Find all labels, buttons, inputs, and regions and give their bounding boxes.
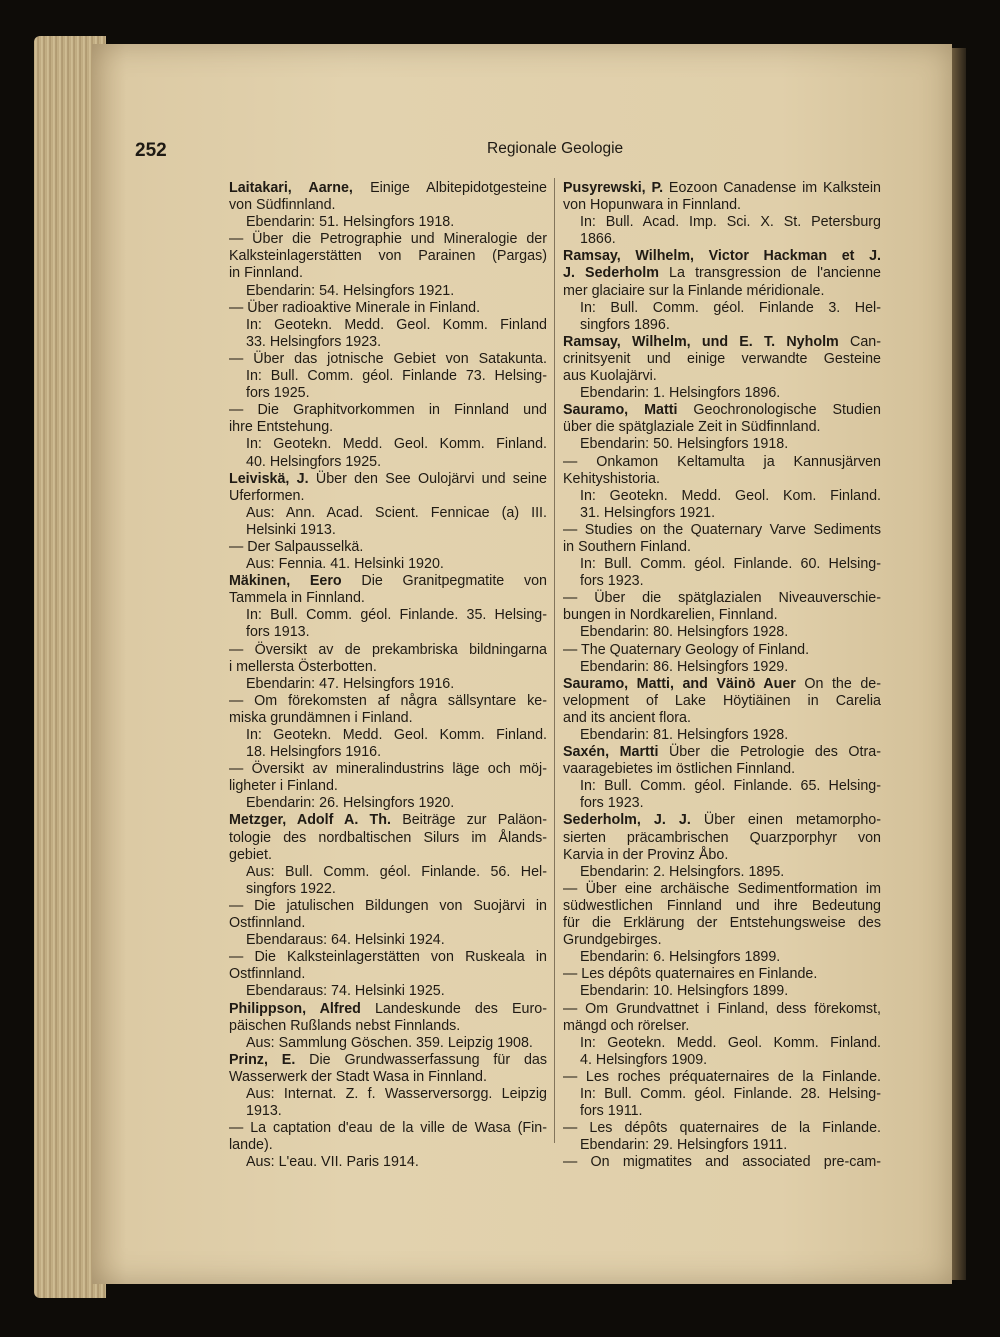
line-text: — Die Graphitvorkommen in Finnland und [229, 402, 547, 419]
author-name: Saxén, Martti [563, 744, 659, 761]
bibliography-line [563, 778, 881, 795]
bibliography-line [229, 1103, 547, 1120]
bibliography-line [563, 1035, 881, 1052]
line-text: miska grundämnen i Finland. [229, 709, 413, 726]
author-name: Ramsay, Wilhelm, und E. T. Nyholm [563, 333, 839, 350]
line-text: in Finnland. [229, 265, 303, 282]
bibliography-line [563, 231, 881, 248]
line-text: In: Bull. Acad. Imp. Sci. X. St. Petersburg [580, 214, 881, 231]
bibliography-line [563, 624, 881, 641]
bibliography-line [563, 351, 881, 368]
bibliography-line [563, 265, 881, 282]
bibliography-line [563, 419, 881, 436]
author-name: Metzger, Adolf A. Th. [229, 812, 391, 829]
line-text: Ebendarin: 80. Helsingfors 1928. [580, 624, 789, 641]
bibliography-line [229, 317, 547, 334]
line-text: Landeskunde des Euro- [360, 1000, 547, 1017]
bibliography-line [229, 1052, 547, 1069]
line-text: tologie des nordbaltischen Silurs im Ålands- [229, 829, 547, 846]
bibliography-line [229, 368, 547, 385]
bibliography-line [229, 351, 547, 368]
line-text: ligheter i Finland. [229, 778, 338, 795]
bibliography-line [563, 744, 881, 761]
bibliography-line [229, 436, 547, 453]
column-divider [554, 178, 555, 1143]
author-name: Ramsay, Wilhelm, Victor Hackman et J. [563, 248, 881, 265]
line-text: — Les roches préquaternaires de la Finlande. [563, 1068, 881, 1085]
line-text: 18. Helsingfors 1916. [246, 744, 382, 761]
line-text: vaaragebietes im östlichen Finnland. [563, 761, 796, 778]
bibliography-line [229, 334, 547, 351]
line-text: Ebendarin: 81. Helsingfors 1928. [580, 727, 789, 743]
line-text: On the de- [795, 675, 881, 692]
line-text: Can- [838, 333, 881, 350]
line-text: 40. Helsingfors 1925. [246, 453, 382, 470]
line-text: Beiträge zur Paläon- [391, 812, 547, 829]
line-text: Ebendarin: 10. Helsingfors 1899. [580, 983, 789, 1000]
line-text: päischen Rußlands nebst Finnlands. [229, 1017, 461, 1034]
bibliography-line [563, 898, 881, 915]
bibliography-line [229, 830, 547, 847]
line-text: — Studies on the Quaternary Varve Sediments [563, 521, 881, 538]
line-text: mängd och rörelser. [563, 1017, 690, 1034]
bibliography-line [229, 419, 547, 436]
line-text: — On migmatites and associated pre-cam- [563, 1154, 881, 1171]
line-text: velopment of Lake Höytiäinen in Carelia [563, 692, 881, 709]
line-text: — Über die spätglazialen Niveauverschie- [563, 590, 881, 607]
line-text: sierten präcambrischen Quarzporphyr von [563, 829, 881, 846]
line-text: — La captation d'eau de la ville de Wasa (Fin- [229, 1120, 547, 1137]
bibliography-line [563, 471, 881, 488]
bibliography-line [229, 300, 547, 317]
bibliography-line [563, 727, 881, 744]
bibliography-line [229, 659, 547, 676]
bibliography-line [563, 317, 881, 334]
bibliography-line [563, 334, 881, 351]
bibliography-line [229, 710, 547, 727]
line-text: In: Geotekn. Medd. Geol. Komm. Finland. [246, 436, 547, 453]
bibliography-line [563, 693, 881, 710]
line-text: Wasserwerk der Stadt Wasa in Finnland. [229, 1068, 487, 1085]
bibliography-line [229, 471, 547, 488]
line-text: — Der Salpausselkä. [229, 538, 364, 555]
author-name: Philippson, Alfred [229, 1000, 361, 1017]
bibliography-line [229, 214, 547, 231]
line-text: In: Geotekn. Medd. Geol. Komm. Finland. [246, 727, 547, 743]
line-text: i mellersta Österbotten. [229, 658, 377, 675]
line-text: Ebendarin: 26. Helsingfors 1920. [246, 795, 455, 812]
bibliography-line [229, 505, 547, 522]
line-text: 4. Helsingfors 1909. [580, 1051, 708, 1068]
bibliography-line [563, 932, 881, 949]
line-text: — Über eine archäische Sedimentformation im [563, 880, 881, 897]
bibliography-line [229, 949, 547, 966]
line-text: gebiet. [229, 846, 272, 863]
bibliography-line [563, 1120, 881, 1137]
bibliography-line [229, 231, 547, 248]
bibliography-line [229, 385, 547, 402]
bibliography-line [563, 402, 881, 419]
line-text: von Hopunwara in Finnland. [563, 197, 742, 214]
line-text: — Onkamon Keltamulta ja Kannusjärven [563, 453, 881, 470]
bibliography-line [563, 488, 881, 505]
bibliography-line [229, 795, 547, 812]
bibliography-line [563, 180, 881, 197]
bibliography-line [563, 1086, 881, 1103]
bibliography-line [229, 744, 547, 761]
line-text: Helsinki 1913. [246, 521, 336, 538]
line-text: Ebendaraus: 64. Helsinki 1924. [246, 932, 445, 949]
line-text: — Die jatulischen Bildungen von Suojärvi in [229, 897, 547, 914]
bibliography-line [229, 932, 547, 949]
line-text: Über den See Oulojärvi und seine [308, 470, 547, 487]
author-name: Laitakari, Aarne, [229, 180, 353, 196]
line-text: Ebendarin: 6. Helsingfors 1899. [580, 949, 781, 966]
bibliography-line [229, 454, 547, 471]
bibliography-line [229, 539, 547, 556]
line-text: über die spätglaziale Zeit in Südfinnland. [563, 419, 821, 436]
line-text: Aus: Fennia. 41. Helsinki 1920. [246, 556, 444, 573]
bibliography-line [229, 915, 547, 932]
line-text: Kalksteinlagerstätten von Parainen (Pargas) [229, 248, 547, 265]
line-text: — Översikt av mineralindustrins läge och möj- [229, 761, 547, 778]
bibliography-line [563, 454, 881, 471]
bibliography-line [229, 1069, 547, 1086]
line-text: fors 1923. [580, 795, 644, 812]
line-text: In: Geotekn. Medd. Geol. Kom. Finland. [580, 487, 881, 504]
author-name: Mäkinen, Eero [229, 573, 342, 590]
line-text: Ebendarin: 86. Helsingfors 1929. [580, 658, 789, 675]
line-text: Über einen metamorpho- [690, 812, 881, 829]
line-text: In: Bull. Comm. géol. Finlande. 35. Helsing- [246, 607, 547, 624]
bibliography-line [563, 966, 881, 983]
line-text: für die Erklärung der Entstehungsweise des [563, 915, 881, 932]
line-text: Ostfinnland. [229, 915, 306, 932]
bibliography-line [563, 368, 881, 385]
bibliography-line [563, 676, 881, 693]
line-text: Ebendarin: 54. Helsingfors 1921. [246, 282, 455, 299]
line-text: La transgression de l'ancienne [658, 265, 881, 282]
line-text: Die Grundwasserfassung für das [295, 1051, 548, 1068]
bibliography-line [563, 1069, 881, 1086]
bibliography-line [229, 642, 547, 659]
bibliography-line [229, 847, 547, 864]
author-name: J. Sederholm [563, 265, 659, 282]
bibliography-line [563, 436, 881, 453]
bibliography-line [229, 676, 547, 693]
line-text: In: Geotekn. Medd. Geol. Komm. Finland [246, 316, 547, 333]
bibliography-line [563, 300, 881, 317]
bibliography-line [229, 1086, 547, 1103]
line-text: In: Geotekn. Medd. Geol. Komm. Finland. [580, 1034, 881, 1051]
line-text: — The Quaternary Geology of Finland. [563, 641, 810, 658]
author-name: Leiviskä, J. [229, 470, 309, 487]
line-text: lande). [229, 1137, 273, 1154]
bibliography-line [563, 642, 881, 659]
bibliography-line [563, 283, 881, 300]
bibliography-line [563, 385, 881, 402]
bibliography-line [563, 1001, 881, 1018]
line-text: südwestlichen Finnland und ihre Bedeutung [563, 897, 881, 914]
bibliography-line [229, 265, 547, 282]
line-text: Aus: Bull. Comm. géol. Finlande. 56. Hel- [246, 863, 547, 880]
line-text: Ebendarin: 2. Helsingfors. 1895. [580, 863, 785, 880]
line-text: — Über das jotnische Gebiet von Satakunta. [229, 350, 547, 367]
line-text: In: Bull. Comm. géol. Finlande. 60. Helsing- [580, 556, 881, 573]
line-text: 1913. [246, 1103, 282, 1120]
bibliography-line [563, 659, 881, 676]
line-text: Die Granitpegmatite von [341, 573, 548, 590]
bibliography-line [563, 830, 881, 847]
line-text: von Südfinnland. [229, 197, 336, 214]
line-text: fors 1911. [580, 1103, 643, 1120]
line-text: fors 1913. [246, 624, 310, 641]
bibliography-line [563, 607, 881, 624]
line-text: bungen in Nordkarelien, Finnland. [563, 607, 778, 624]
bibliography-line [563, 1018, 881, 1035]
line-text: — Översikt av de prekambriska bildningarna [229, 641, 547, 658]
right-column [563, 180, 881, 1171]
line-text: fors 1925. [246, 385, 310, 402]
line-text: — Die Kalksteinlagerstätten von Ruskeala in [229, 949, 547, 966]
bibliography-line [563, 522, 881, 539]
bibliography-line [563, 847, 881, 864]
line-text: — Les dépôts quaternaires de la Finlande. [563, 1120, 881, 1137]
line-text: ihre Entstehung. [229, 419, 334, 436]
bibliography-line [563, 214, 881, 231]
line-text: — Über die Petrographie und Mineralogie der [229, 231, 547, 248]
line-text: Geochronologische Studien [677, 402, 881, 419]
line-text: Aus: Ann. Acad. Scient. Fennicae (a) III. [246, 504, 547, 521]
running-title: Regionale Geologie [487, 140, 624, 157]
bibliography-line [229, 1035, 547, 1052]
bibliography-line [229, 556, 547, 573]
bibliography-line [563, 881, 881, 898]
bibliography-line [229, 983, 547, 1000]
line-text: mer glaciaire sur la Finlande méridionale. [563, 282, 825, 299]
line-text: fors 1923. [580, 573, 644, 590]
line-text: 33. Helsingfors 1923. [246, 333, 382, 350]
bibliography-line [563, 248, 881, 265]
line-text: Ebendarin: 51. Helsingfors 1918. [246, 214, 455, 231]
bibliography-line [563, 1154, 881, 1171]
bibliography-line [229, 898, 547, 915]
bibliography-line [229, 607, 547, 624]
bibliography-line [563, 864, 881, 881]
line-text: Kehityshistoria. [563, 470, 660, 487]
bibliography-line [563, 556, 881, 573]
line-text: Ostfinnland. [229, 966, 306, 983]
line-text: Ebendarin: 29. Helsingfors 1911. [580, 1137, 788, 1154]
line-text: Aus: L'eau. VII. Paris 1914. [246, 1154, 419, 1171]
line-text: aus Kuolajärvi. [563, 368, 657, 385]
line-text: Ebendarin: 47. Helsingfors 1916. [246, 675, 455, 692]
bibliography-line [563, 949, 881, 966]
bibliography-line [229, 573, 547, 590]
line-text: — Om Grundvattnet i Finland, dess förekomst, [563, 1000, 881, 1017]
bibliography-line [229, 778, 547, 795]
bibliography-line [229, 1001, 547, 1018]
bibliography-line [229, 727, 547, 744]
bibliography-line [563, 795, 881, 812]
bibliography-line [229, 488, 547, 505]
bibliography-line [229, 1018, 547, 1035]
bibliography-line [229, 402, 547, 419]
line-text: 31. Helsingfors 1921. [580, 504, 716, 521]
bibliography-line [563, 573, 881, 590]
line-text: — Om förekomsten af några sällsyntare ke- [229, 692, 547, 709]
line-text: Grundgebirges. [563, 932, 662, 949]
line-text: Eozoon Canadense im Kalkstein [663, 180, 882, 196]
line-text: In: Bull. Comm. géol. Finlande 3. Hel- [580, 299, 881, 316]
bibliography-line [563, 539, 881, 556]
page-header [0, 140, 1000, 168]
line-text: In: Bull. Comm. géol. Finlande. 28. Helsing- [580, 1085, 881, 1102]
author-name: Sauramo, Matti, and Väinö Auer [563, 675, 796, 692]
bibliography-line [563, 812, 881, 829]
bibliography-line [563, 505, 881, 522]
left-column [229, 180, 547, 1171]
bibliography-line [563, 761, 881, 778]
line-text: — Über radioaktive Minerale in Finland. [229, 299, 481, 316]
author-name: Sederholm, J. J. [563, 812, 691, 829]
bibliography-line [229, 1137, 547, 1154]
bibliography-line [229, 812, 547, 829]
line-text: singfors 1896. [580, 316, 670, 333]
bibliography-line [229, 590, 547, 607]
line-text: In: Bull. Comm. géol. Finlande. 65. Helsing- [580, 778, 881, 795]
line-text: Uferformen. [229, 487, 305, 504]
bibliography-line [563, 197, 881, 214]
bibliography-line [563, 983, 881, 1000]
line-text: 1866. [580, 231, 616, 248]
line-text: Karvia in der Provinz Åbo. [563, 846, 729, 863]
bibliography-line [229, 248, 547, 265]
bibliography-line [229, 693, 547, 710]
bibliography-line [563, 590, 881, 607]
bibliography-line [229, 1154, 547, 1171]
page-shadow [952, 48, 966, 1280]
bibliography-line [229, 761, 547, 778]
bibliography-line [229, 1120, 547, 1137]
line-text: Ebendarin: 50. Helsingfors 1918. [580, 436, 789, 453]
line-text: Aus: Sammlung Göschen. 359. Leipzig 1908. [246, 1034, 533, 1051]
line-text: — Les dépôts quaternaires en Finlande. [563, 966, 818, 983]
line-text: singfors 1922. [246, 880, 336, 897]
bibliography-line [229, 881, 547, 898]
author-name: Sauramo, Matti [563, 402, 678, 419]
bibliography-line [229, 180, 547, 197]
bibliography-line [563, 1103, 881, 1120]
bibliography-line [229, 197, 547, 214]
bibliography-line [229, 966, 547, 983]
bibliography-line [229, 283, 547, 300]
bibliography-line [563, 1052, 881, 1069]
bibliography-line [229, 522, 547, 539]
line-text: Ebendarin: 1. Helsingfors 1896. [580, 385, 781, 402]
line-text: In: Bull. Comm. géol. Finlande 73. Helsing- [246, 368, 547, 385]
author-name: Pusyrewski, P. [563, 180, 664, 196]
bibliography-line [563, 1137, 881, 1154]
line-text: Über die Petrologie des Otra- [658, 744, 881, 761]
bibliography-line [229, 864, 547, 881]
line-text: Tammela in Finnland. [229, 590, 365, 607]
line-text: Einige Albitepidotgesteine [352, 180, 547, 196]
page-number: 252 [135, 140, 167, 161]
line-text: crinitsyenit und einige verwandte Gesteine [563, 350, 881, 367]
bibliography-line [563, 710, 881, 727]
author-name: Prinz, E. [229, 1051, 296, 1068]
bibliography-line [229, 624, 547, 641]
line-text: Aus: Internat. Z. f. Wasserversorgg. Leipzig [246, 1085, 547, 1102]
line-text: and its ancient flora. [563, 709, 691, 726]
bibliography-line [563, 915, 881, 932]
line-text: in Southern Finland. [563, 538, 691, 555]
line-text: Ebendaraus: 74. Helsinki 1925. [246, 983, 445, 1000]
